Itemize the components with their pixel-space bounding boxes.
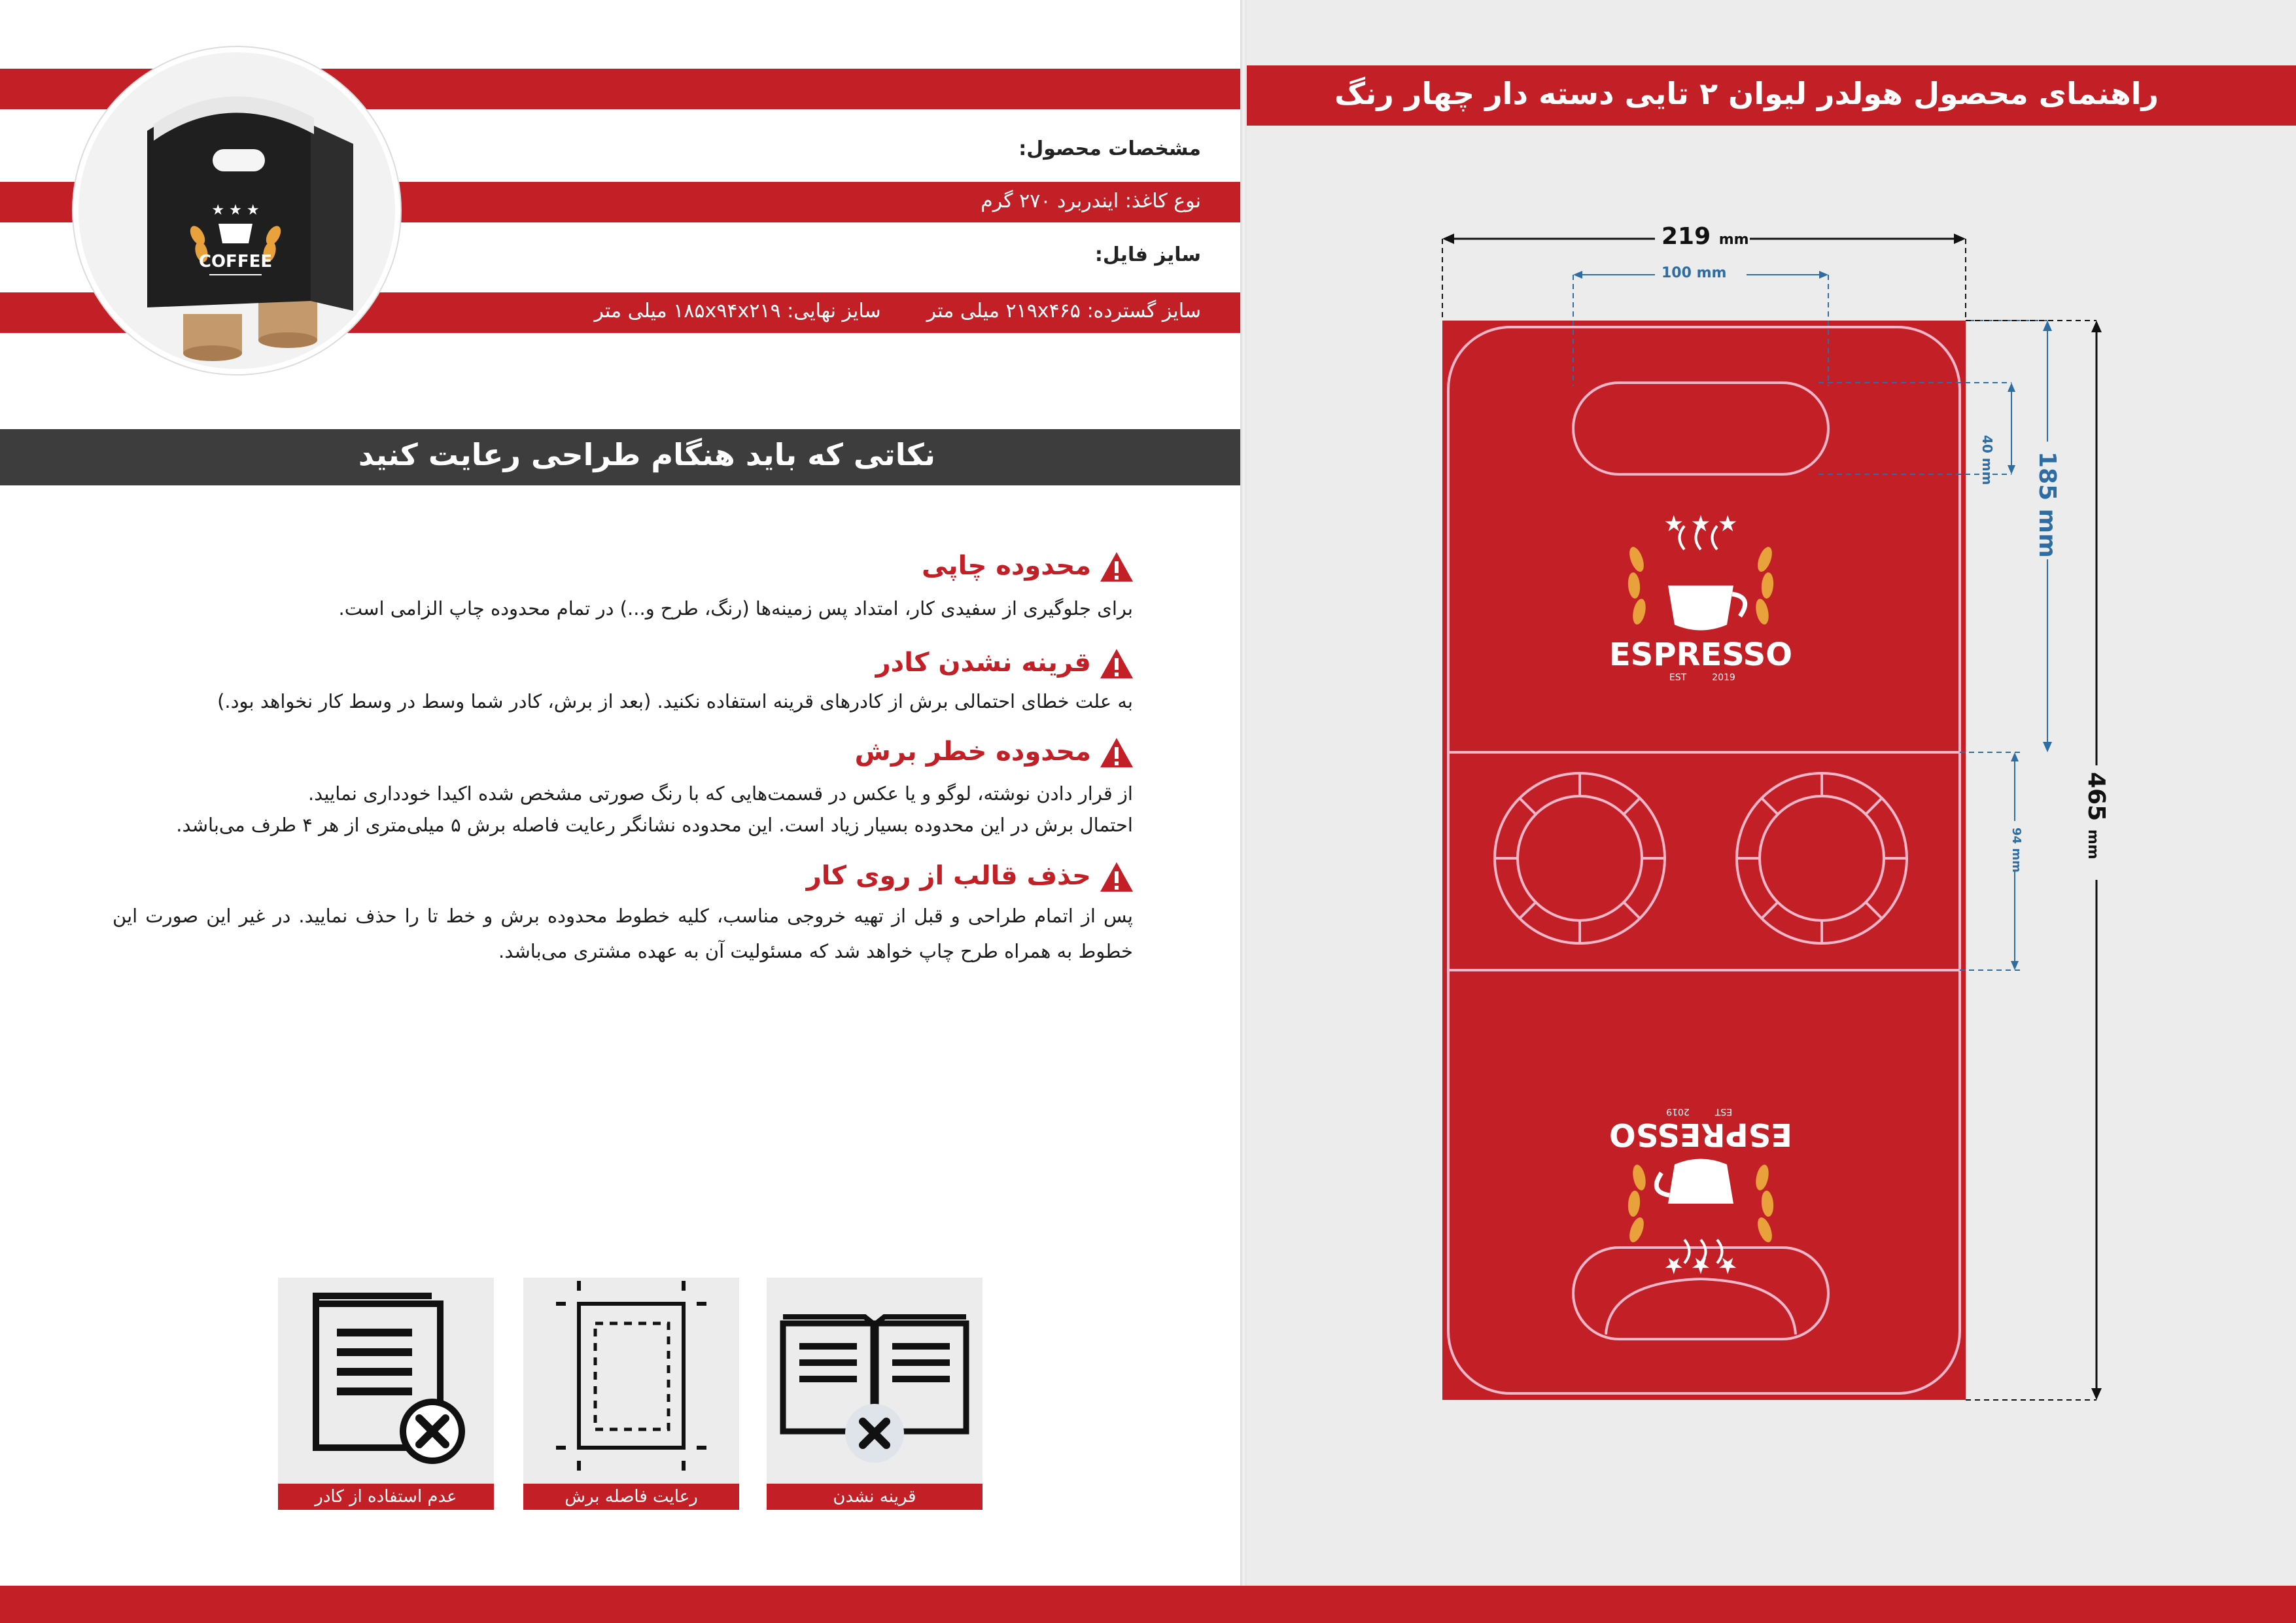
width-label [1661, 223, 1749, 250]
handle-width-label: 100 mm [1661, 265, 1727, 281]
panel-height-label: 185 mm [2034, 451, 2061, 558]
product-photo [73, 47, 400, 374]
coffee-logo-text: COFFEE [198, 252, 273, 271]
note-body: برای جلوگیری از سفیدی کار، امتداد پس زمینه‌ها (رنگ، طرح و...) در تمام محدوده چاپ الزامی است. [338, 597, 1133, 620]
icon-card-no-symmetry [767, 1278, 983, 1510]
warning-icon [1099, 551, 1134, 584]
note-title: محدوده چاپی [922, 551, 1091, 581]
svg-text:★ ★ ★: ★ ★ ★ [211, 202, 260, 218]
document-x-icon [278, 1278, 494, 1484]
espresso-text: ESPRESSO [1609, 637, 1793, 673]
file-size-heading: سایز فایل: [1094, 243, 1201, 266]
total-height-value: 465 [2083, 772, 2110, 822]
svg-text:★ ★ ★: ★ ★ ★ [1663, 511, 1738, 537]
notes-title: نکاتی که باید هنگام طراحی رعایت کنید [358, 437, 935, 472]
note-title: حذف قالب از روی کار [806, 861, 1091, 891]
icon-card-label: عدم استفاده از کادر [278, 1484, 494, 1510]
total-height-label [2083, 772, 2110, 860]
specs-heading: مشخصات محصول: [1018, 137, 1201, 160]
est-text: EST [1714, 1106, 1733, 1117]
warning-icon [1099, 737, 1134, 769]
icon-card-cut-margin [523, 1278, 739, 1510]
crop-margin-icon [523, 1278, 739, 1484]
product-title-bar [1247, 65, 2296, 126]
notes-bar [0, 429, 1243, 485]
middle-height-label: 94 mm [2009, 828, 2023, 873]
width-value: 219 [1661, 223, 1711, 250]
warning-icon [1099, 648, 1134, 680]
year-text: 2019 [1666, 1106, 1690, 1117]
width-unit: mm [1718, 232, 1749, 248]
size-values [594, 300, 1201, 323]
note-title: قرینه نشدن کادر [875, 648, 1091, 678]
footer-bar [0, 1586, 2296, 1623]
espresso-text: ESPRESSO [1609, 1116, 1793, 1153]
note-body: پس از اتمام طراحی و قبل از تهیه خروجی مناسب، کلیه خطوط محدوده برش و خط تا را حذف نمایید. در غیر این صورت این خطوط به همراه طرح چاپ خواهد شد که مسئولیت آن به عهده مشتری می‌باشد. [113, 905, 1133, 962]
cup-holder-illustration [78, 52, 395, 369]
year-text: 2019 [1712, 672, 1735, 683]
total-height-unit: mm [2085, 829, 2101, 860]
note-title: محدوده خطر برش [854, 737, 1091, 767]
product-title: راهنمای محصول هولدر لیوان ۲ تایی دسته دار چهار رنگ [1334, 76, 2159, 111]
dieline-drawing [1243, 196, 2296, 1439]
note-body: احتمال برش در این محدوده بسیار زیاد است. این محدوده نشانگر رعایت فاصله برش ۵ میلی‌متری از هر ۴ طرف می‌باشد. [176, 814, 1133, 836]
print-area [1442, 321, 1966, 1400]
est-text: EST [1669, 672, 1687, 683]
icon-card-label: قرینه نشدن [767, 1484, 983, 1510]
final-size: سایز نهایی: ۱۸۵x۹۴x۲۱۹ میلی متر [594, 300, 881, 323]
open-book-x-icon [767, 1278, 983, 1484]
note-body: به علت خطای احتمالی برش از کادرهای قرینه استفاده نکنید. (بعد از برش، کادر شما وسط در وسط کار نخواهد بود.) [217, 690, 1133, 712]
icon-card-no-frame [278, 1278, 494, 1510]
note-body: از قرار دادن نوشته، لوگو و یا عکس در قسمت‌هایی که با رنگ صورتی مشخص شده اکیدا خودداری نمایید. [307, 782, 1133, 805]
spread-size: سایز گسترده: ۲۱۹x۴۶۵ میلی متر [926, 300, 1201, 323]
icon-card-label: رعایت فاصله برش [523, 1484, 739, 1510]
paper-type: نوع کاغذ: ایندربرد ۲۷۰ گرم [981, 190, 1201, 213]
svg-text:★ ★ ★: ★ ★ ★ [1663, 1252, 1738, 1278]
handle-height-label: 40 mm [1979, 435, 1995, 485]
warning-icon [1099, 861, 1134, 894]
